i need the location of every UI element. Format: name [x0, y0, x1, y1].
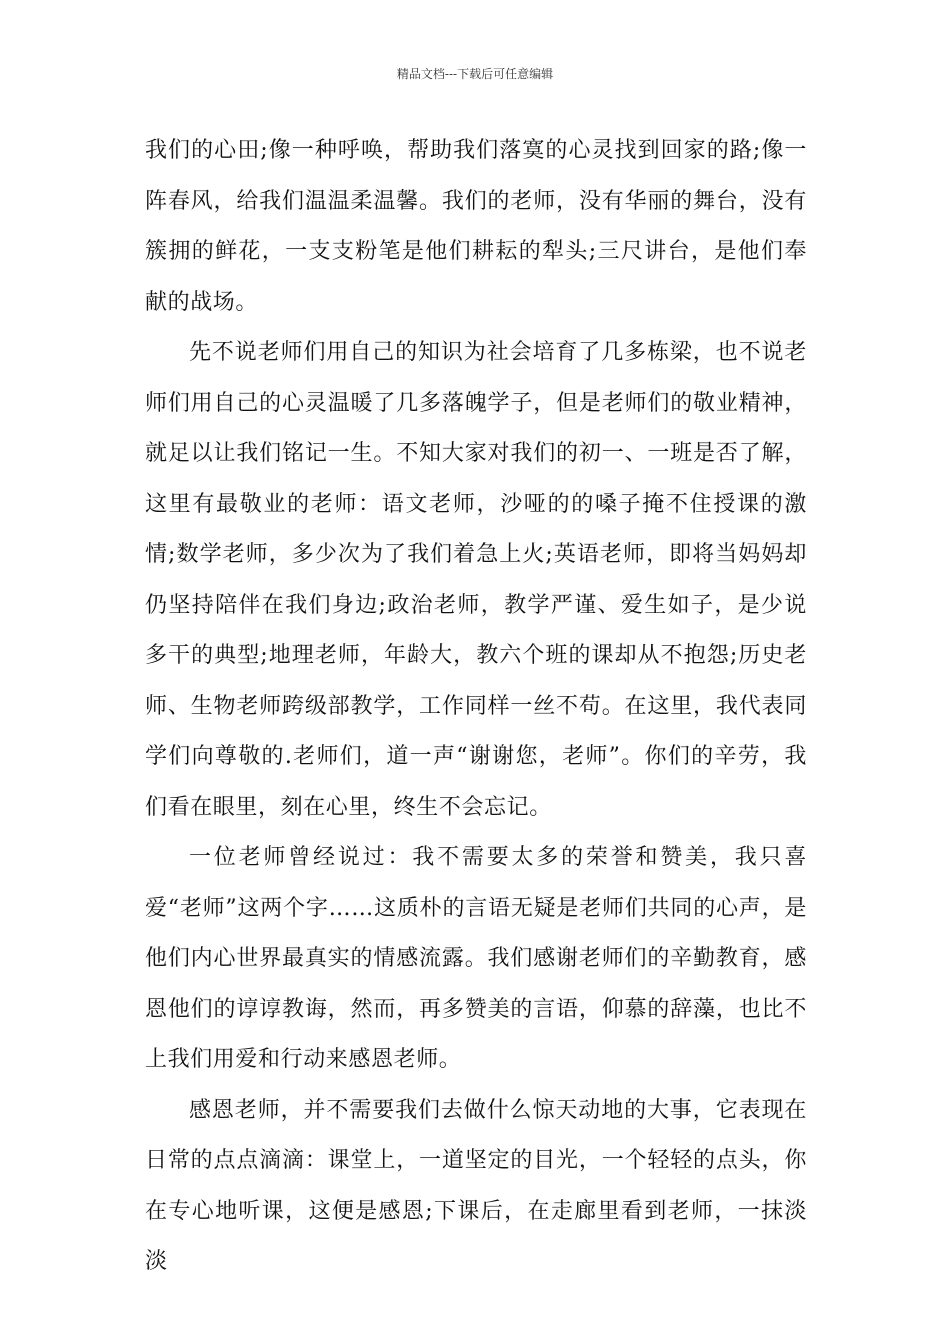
page-header: 精品文档---下载后可任意编辑 [396, 67, 554, 81]
paragraph-continuation: 我们的心田;像一种呼唤，帮助我们落寞的心灵找到回家的路;像一阵春风，给我们温温柔温馨。我们的老师，没有华丽的舞台，没有簇拥的鲜花，一支支粉笔是他们耕耘的犁头;三尺讲台，是他们奉献的战场。 [145, 138, 807, 315]
paragraph-gratitude-daily: 感恩老师，并不需要我们去做什么惊天动地的大事，它表现在日常的点点滴滴：课堂上，一道坚定的目光，一个轻轻的点头，你在专心地听课，这便是感恩;下课后，在走廊里看到老师，一抹淡淡 [145, 1097, 807, 1274]
paragraph-teacher-quote: 一位老师曾经说过：我不需要太多的荣誉和赞美，我只喜爱“老师”这两个字……这质朴的言语无疑是老师们共同的心声，是他们内心世界最真实的情感流露。我们感谢老师们的辛勤教育，感恩他们的谆谆教诲，然而，再多赞美的言语，仰慕的辞藻，也比不上我们用爱和行动来感恩老师。 [145, 845, 807, 1072]
document-body [145, 126, 807, 1288]
paragraph-teachers-dedication: 先不说老师们用自己的知识为社会培育了几多栋梁，也不说老师们用自己的心灵温暖了几多落魄学子，但是老师们的敬业精神，就足以让我们铭记一生。不知大家对我们的初一、一班是否了解，这里有最敬业的老师：语文老师，沙哑的的嗓子掩不住授课的激情;数学老师，多少次为了我们着急上火;英语老师，即将当妈妈却仍坚持陪伴在我们身边;政治老师，教学严谨、爱生如子，是少说多干的典型;地理老师，年龄大，教六个班的课却从不抱怨;历史老师、生物老师跨级部教学，工作同样一丝不苟。在这里，我代表同学们向尊敬的.老师们，道一声“谢谢您，老师”。你们的辛劳，我们看在眼里，刻在心里，终生不会忘记。 [145, 340, 807, 820]
